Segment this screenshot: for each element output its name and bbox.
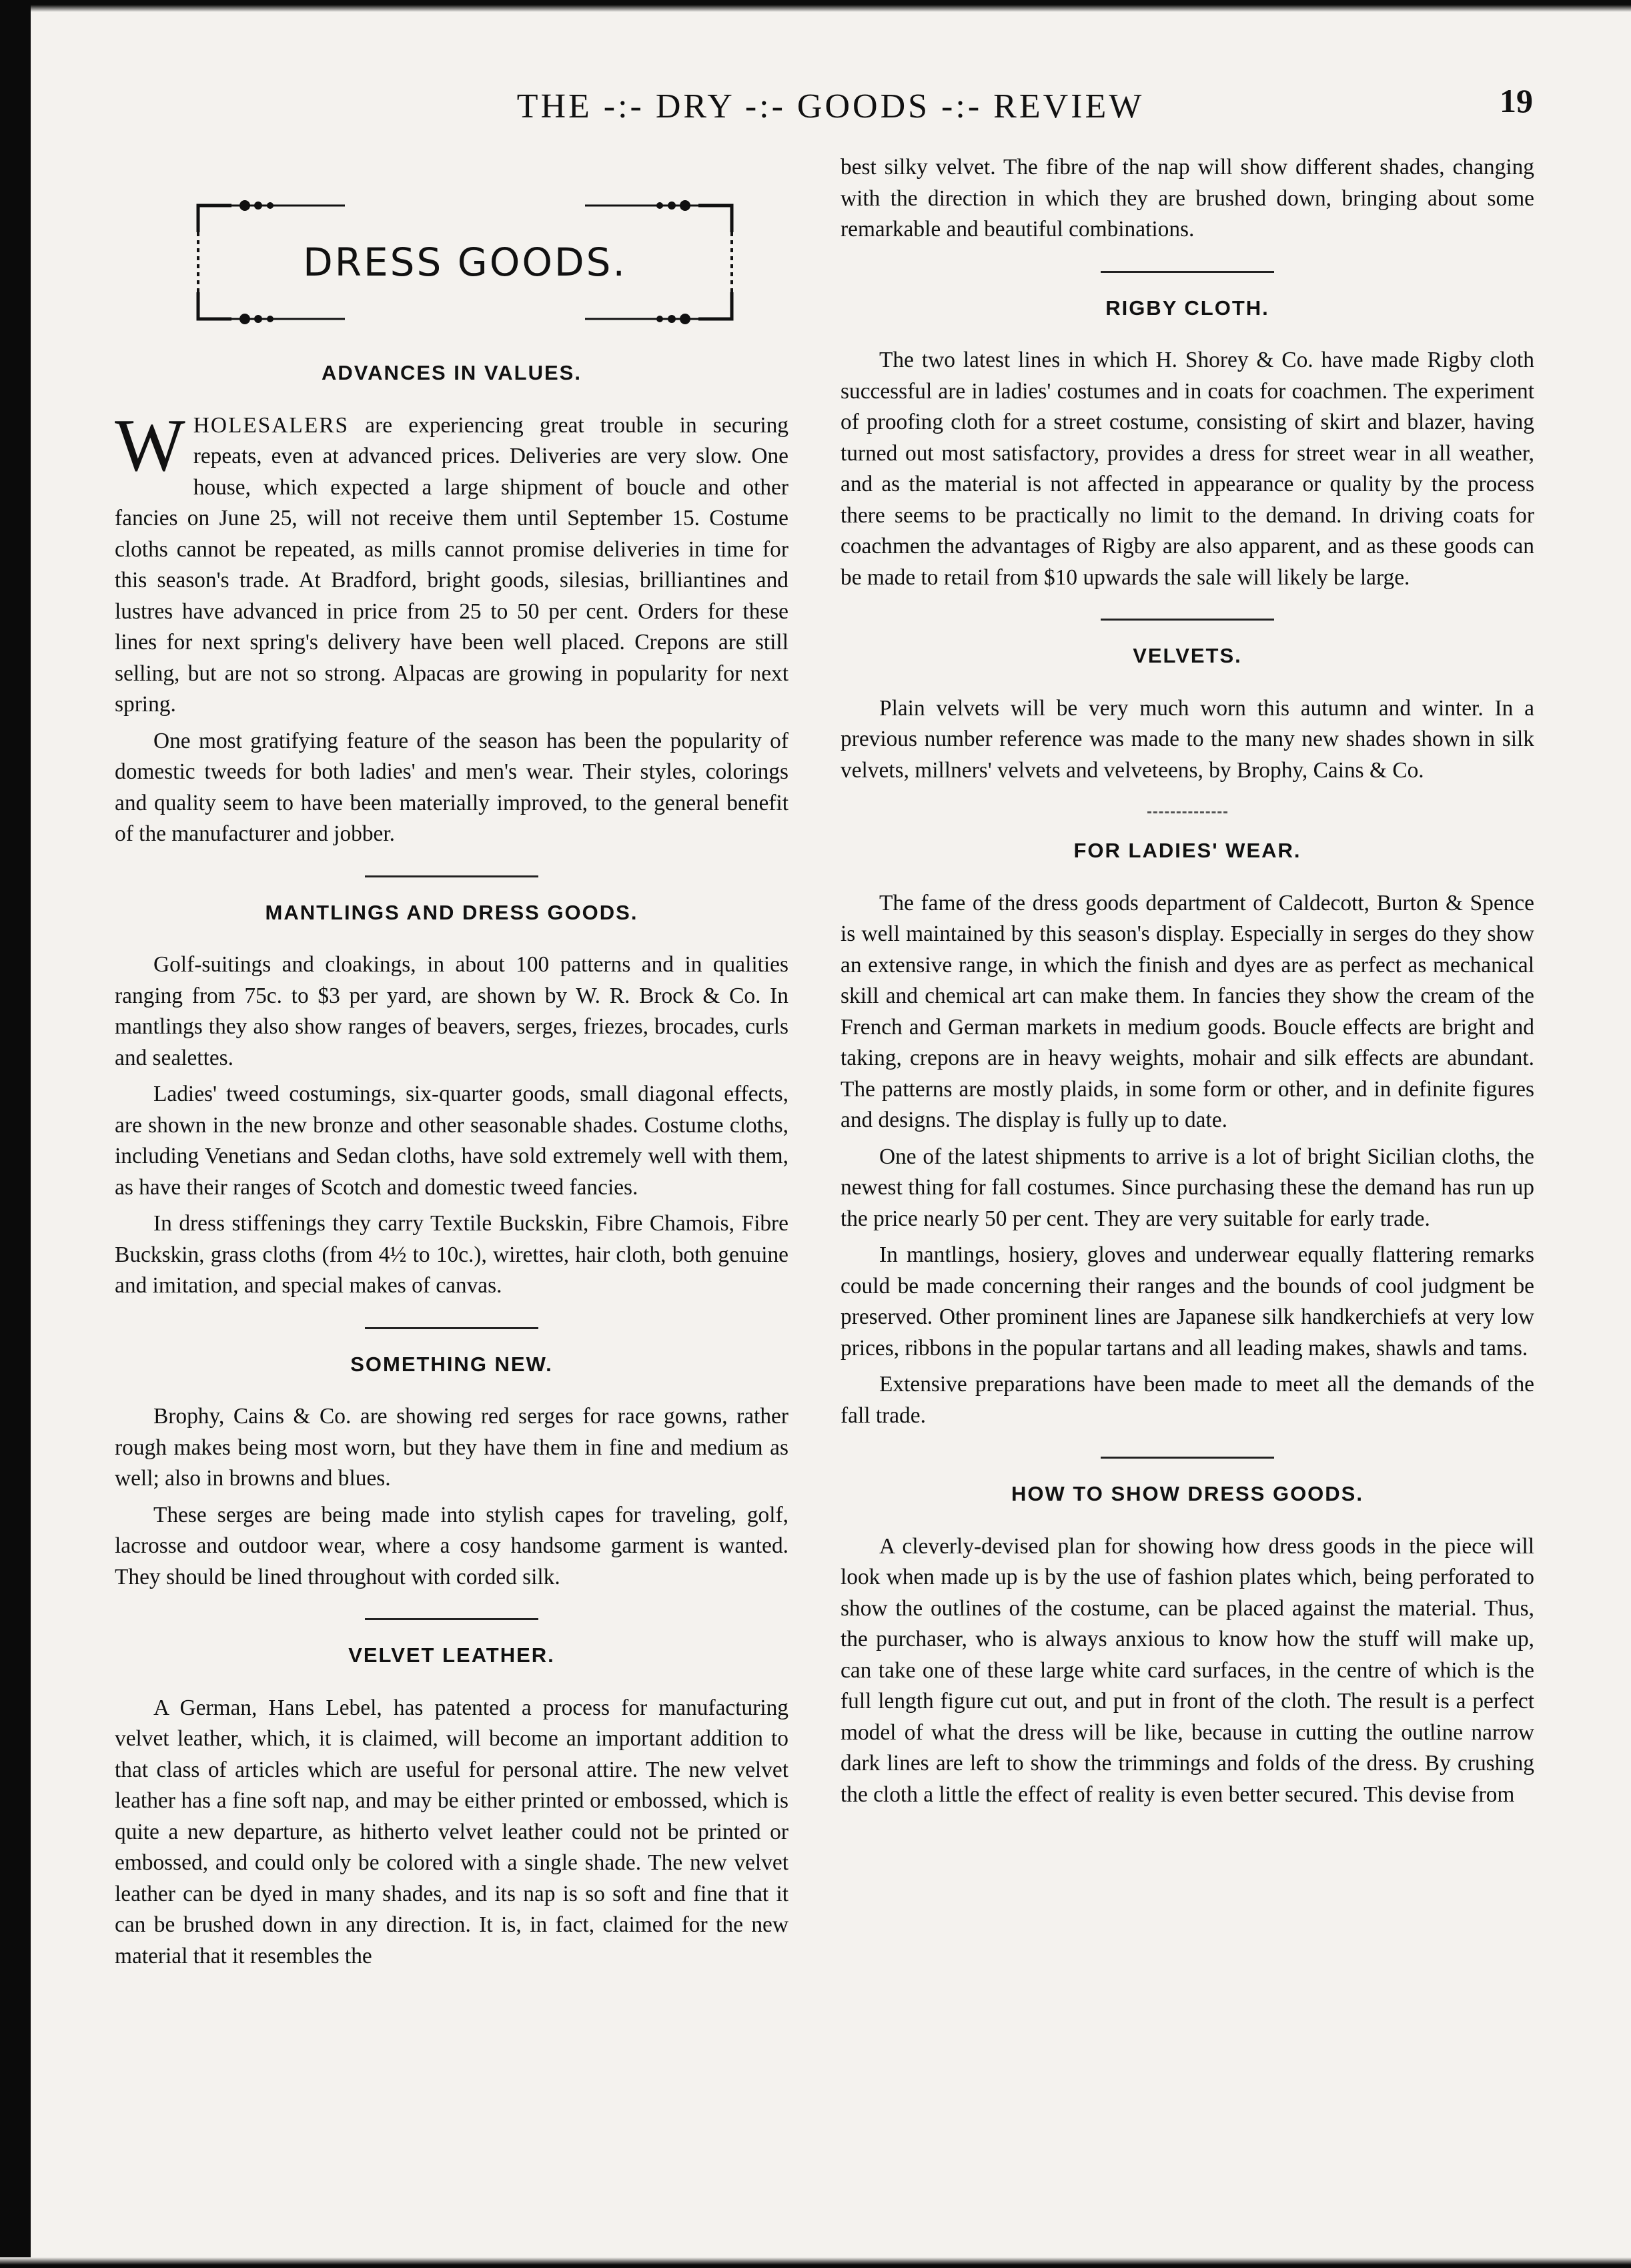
paragraph: A German, Hans Lebel, has patented a process for manufacturing velvet leather, which, it is claimed, will become an important addition to that class of articles which are useful for personal attire. The new velvet leather has a fine soft nap, and may be either printed or embossed, which is quite a new departure, as hitherto velvet leather could not be printed or embossed, and could only be colored with a single shade. The new velvet leather can be dyed in many shades, and its nap is so soft and fine that it can be brushed down in any direction. It is, in fact, claimed for the new material that it resembles the (115, 1695, 788, 1968)
paragraph: One of the latest shipments to arrive is a lot of bright Sicilian cloths, the newest thing for fall costumes. Since purchasing these the demand has run up the price nearly 50 per cent. They are very suitable for early trade. (841, 1144, 1534, 1231)
paragraph: In mantlings, hosiery, gloves and underwear equally flattering remarks could be made concerning their ranges and the bounds of cool judgment be preserved. Other prominent lines are Japanese silk handkerchiefs at very low prices, ribbons in the popular tartans and all leading makes, shawls and tams. (841, 1242, 1534, 1361)
paragraph: Extensive preparations have been made to meet all the demands of the fall trade. (841, 1372, 1534, 1428)
running-title: THE -:- DRY -:- GOODS -:- REVIEW (516, 87, 1145, 125)
section-divider (1101, 619, 1274, 621)
section-divider (365, 875, 538, 877)
page-number: 19 (1500, 82, 1533, 119)
heading-for-ladies-wear: FOR LADIES' WEAR. (1073, 839, 1301, 862)
scan-edge-bottom (0, 2257, 1631, 2268)
heading-how-to-show-dress-goods: HOW TO SHOW DRESS GOODS. (1011, 1482, 1364, 1505)
paragraph: Golf-suitings and cloakings, in about 100 patterns and in qualities ranging from 75c. to $3 per yard, are shown by W. R. Brock & Co. In mantlings they also show ranges of beavers, serges, friezes, brocades, curls and sealettes. (115, 952, 788, 1070)
section-divider (1101, 1457, 1274, 1459)
section-divider (365, 1327, 538, 1329)
paragraph: The two latest lines in which H. Shorey & Co. have made Rigby cloth successful are in ladies' costumes and in coats for coachmen. The experiment of proofing cloth for a street costume, consisting of skirt and blazer, having turned out most satisfactory, provides a dress for street wear in all weather, and as the material is not affected in appearance or quality by the process there seems to be practically no limit to the demand. In driving coats for coachmen the advantages of Rigby are also apparent, and as these goods can be made to retail from $10 upwards the sale will likely be large. (841, 348, 1534, 590)
paragraph-continued: best silky velvet. The fibre of the nap will show different shades, changing with the direction in which they are brushed down, bringing about some remarkable and beautiful combinations. (841, 155, 1534, 242)
right-column (841, 152, 1534, 1816)
section-divider (365, 1618, 538, 1620)
section-divider (1101, 271, 1274, 273)
paragraph: The fame of the dress goods department of Caldecott, Burton & Spence is well maintained by this season's display. Especially in serges do they show an extensive range, in which the finish and dyes are as perfect as mechanical skill and chemical art can make them. In fancies they show the cream of the French and German markets in medium goods. Boucle effects are bright and taking, crepons are in heavy weights, mohair and silk effects are abundant. The patterns are mostly plaids, in some form or other, and in definite figures and designs. The display is fully up to date. (841, 890, 1534, 1132)
heading-rigby-cloth: RIGBY CLOTH. (1105, 296, 1269, 320)
article-advances-in-values (115, 404, 788, 721)
paragraph: Brophy, Cains & Co. are showing red serges for race gowns, rather rough makes being most worn, but they have them in fine and medium as well; also in browns and blues. (115, 1404, 788, 1491)
lead-word: HOLESALERS (193, 412, 350, 438)
paragraph (115, 404, 788, 721)
paragraph: In dress stiffenings they carry Textile Buckskin, Fibre Chamois, Fibre Buckskin, grass cloths (from 4½ to 10c.), wirettes, hair cloth, both genuine and imitation, and special makes of canvas. (115, 1211, 788, 1298)
scan-edge-left (0, 0, 31, 2268)
heading-velvets: VELVETS. (1133, 644, 1242, 667)
left-column (115, 153, 788, 1977)
framed-section-title (191, 192, 738, 332)
drop-cap: W (115, 404, 185, 487)
paragraph: These serges are being made into stylish capes for traveling, golf, lacrosse and outdoor wear, where a cosy handsome garment is wanted. They should be lined throughout with corded silk. (115, 1502, 788, 1589)
heading-advances-in-values: ADVANCES IN VALUES. (322, 361, 582, 384)
heading-mantlings-and-dress-goods: MANTLINGS AND DRESS GOODS. (265, 900, 638, 924)
paragraph: Plain velvets will be very much worn this autumn and winter. In a previous number reference was made to the many new shades shown in silk velvets, millners' velvets and velveteens, by Brophy, Cains & Co. (841, 695, 1534, 783)
paragraph: A cleverly-devised plan for showing how dress goods in the piece will look when made up is by the use of fashion plates which, being perforated to show the outlines of the costume, can be placed against the material. Thus, the purchaser, who is always anxious to know how the stuff will make up, can take one of these large white card surfaces, in the centre of which is the full length figure cut out, and put in front of the cloth. The result is a perfect model of what the dress will be like, because in cutting the outline narrow dark lines are left to show the trimmings and folds of the dress. By crushing the cloth a little the effect of reality is even better secured. This devise from (841, 1533, 1534, 1807)
dress-goods-title: DRESS GOODS. (303, 239, 627, 285)
paragraph: One most gratifying feature of the season has been the popularity of domestic tweeds for both ladies' and men's wear. Their styles, colorings and quality seem to have been materially improved, to the general benefit of the manufacturer and jobber. (115, 728, 788, 846)
section-divider (1147, 811, 1227, 815)
scan-edge-top (0, 0, 1631, 12)
paragraph: Ladies' tweed costumings, six-quarter goods, small diagonal effects, are shown in the new bronze and other seasonable shades. Costume cloths, including Venetians and Sedan cloths, have sold extremely well with them, as have their ranges of Scotch and domestic tweed fancies. (115, 1082, 788, 1200)
heading-something-new: SOMETHING NEW. (350, 1352, 553, 1376)
paragraph-text: are experiencing great trouble in securing repeats, even at advanced prices. Deliveries are very slow. One house, which expected a large shipment of boucle and other fancies on June 25, will not receive them until September 15. Costume cloths cannot be repeated, as mills cannot promise deliveries in time for this season's trade. At Bradford, bright goods, silesias, brilliantines and lustres have advanced in price from 25 to 50 per cent. Orders for these lines for next spring's delivery have been well placed. Crepons are still selling, but are not so strong. Alpacas are growing in popularity for next spring. (115, 412, 788, 717)
heading-velvet-leather: VELVET LEATHER. (348, 1643, 555, 1667)
